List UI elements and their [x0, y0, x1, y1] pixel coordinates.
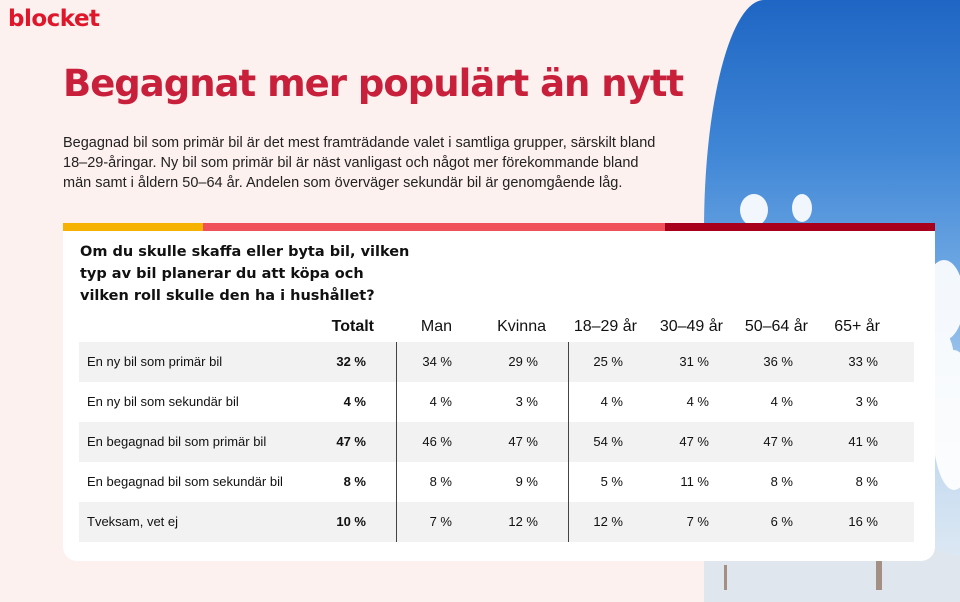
cell-totalt: 10 %	[336, 514, 366, 529]
cell-18-29: 4 %	[600, 394, 623, 409]
cell-kvinna: 9 %	[515, 474, 538, 489]
cell-30-49: 47 %	[679, 434, 709, 449]
cell-30-49: 4 %	[686, 394, 709, 409]
intro-paragraph: Begagnad bil som primär bil är det mest framträdande valet i samtliga grupper, särskilt bland 18–29-åringar. Ny bil som primär bil är näst vanligast och något mer förekommande bland män samt i åldern 50–64 år. Andelen som överväger sekundär bil är genomgående låg.	[63, 135, 656, 191]
cell-30-49: 11 %	[680, 474, 709, 489]
cell-50-64: 4 %	[770, 394, 793, 409]
cell-65plus: 16 %	[848, 514, 878, 529]
cell-totalt: 8 %	[343, 474, 366, 489]
accent-bar-yellow	[63, 223, 203, 231]
cell-65plus: 3 %	[855, 394, 878, 409]
cell-65plus: 8 %	[855, 474, 878, 489]
cell-65plus: 41 %	[848, 434, 878, 449]
blocket-logo[interactable]: blocket	[8, 6, 100, 32]
cell-18-29: 12 %	[593, 514, 623, 529]
color-accent-bar	[63, 223, 935, 231]
cell-man: 46 %	[422, 434, 452, 449]
cell-18-29: 54 %	[593, 434, 623, 449]
accent-bar-dark-red	[665, 223, 935, 231]
cell-kvinna: 12 %	[508, 514, 538, 529]
column-header-man: Man	[420, 318, 452, 335]
cell-man: 7 %	[429, 514, 452, 529]
cell-totalt: 47 %	[336, 434, 366, 449]
survey-table-card	[63, 223, 935, 561]
cell-50-64: 47 %	[763, 434, 793, 449]
table-row	[79, 502, 914, 542]
cell-kvinna: 47 %	[508, 434, 538, 449]
cell-18-29: 25 %	[593, 354, 623, 369]
column-header-50-64: 50–64 år	[744, 318, 808, 335]
cell-50-64: 36 %	[763, 354, 793, 369]
cell-man: 8 %	[429, 474, 452, 489]
column-divider-age	[568, 342, 569, 542]
row-label: Tveksam, vet ej	[87, 514, 179, 529]
row-label: En begagnad bil som sekundär bil	[87, 474, 283, 489]
survey-question: Om du skulle skaffa eller byta bil, vilken typ av bil planerar du att köpa och vilken roll skulle den ha i hushållet?	[80, 244, 410, 304]
cell-totalt: 4 %	[343, 394, 366, 409]
accent-bar-coral	[203, 223, 665, 231]
row-label: En ny bil som sekundär bil	[87, 394, 239, 409]
cell-kvinna: 3 %	[515, 394, 538, 409]
table-row	[79, 422, 914, 462]
column-header-18-29: 18–29 år	[573, 318, 637, 335]
cell-totalt: 32 %	[336, 354, 366, 369]
cell-18-29: 5 %	[600, 474, 623, 489]
cell-kvinna: 29 %	[508, 354, 538, 369]
row-label: En begagnad bil som primär bil	[87, 434, 267, 449]
cell-50-64: 6 %	[770, 514, 793, 529]
cell-30-49: 7 %	[686, 514, 709, 529]
table-row	[79, 382, 914, 422]
cell-man: 4 %	[429, 394, 452, 409]
column-header-kvinna: Kvinna	[497, 318, 546, 335]
column-header-65plus: 65+ år	[834, 318, 880, 335]
cell-30-49: 31 %	[679, 354, 709, 369]
column-divider-gender	[396, 342, 397, 542]
cell-65plus: 33 %	[848, 354, 878, 369]
row-label: En ny bil som primär bil	[87, 354, 223, 369]
page-title: Begagnat mer populärt än nytt	[63, 62, 684, 105]
cell-50-64: 8 %	[770, 474, 793, 489]
table-row	[79, 342, 914, 382]
cell-man: 34 %	[422, 354, 452, 369]
table-row	[79, 462, 914, 502]
column-header-30-49: 30–49 år	[659, 318, 723, 335]
column-header-totalt: Totalt	[331, 318, 374, 335]
